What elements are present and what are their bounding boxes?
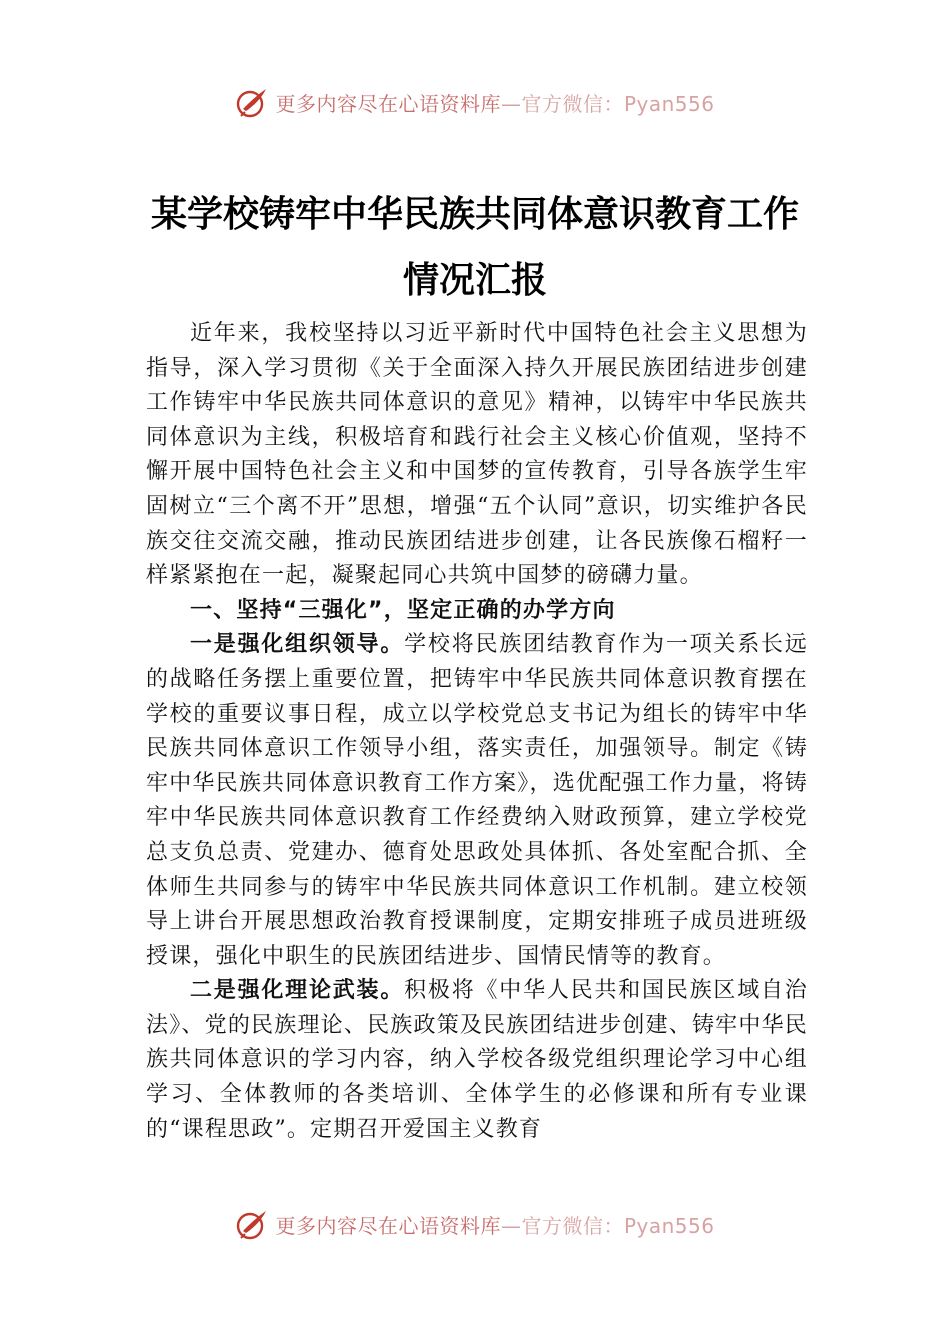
item1-lead: 一是强化组织领导。 — [190, 632, 405, 658]
document-title-line2: 情况汇报 — [402, 259, 547, 301]
document-body — [146, 317, 808, 1147]
watermark-wechat: 官方微信：Pyan556 — [521, 91, 715, 116]
watermark-main-footer: 更多内容尽在心语资料库 — [275, 1213, 501, 1238]
item2-paragraph — [146, 974, 808, 1147]
section-heading-1: 一、坚持“三强化”，坚定正确的办学方向 — [190, 597, 616, 623]
watermark-dash-footer: — — [500, 1213, 522, 1238]
watermark-group-footer — [235, 1207, 714, 1241]
quill-logo-icon-footer — [235, 1207, 269, 1241]
item1-text: 学校将民族团结教育作为一项关系长远的战略任务摆上重要位置，把铸牢中华民族共同体意识教育摆在学校的重要议事日程，成立以学校党总支书记为组长的铸牢中华民族共同体意识工作领导小组，落实责任，加强领导。制定《铸牢中华民族共同体意识教育工作方案》，选优配强工作力量，将铸牢中华民族共同体意识教育工作经费纳入财政预算，建立学校党总支负总责、党建办、德育处思政处具体抓、各处室配合抓、全体师生共同参与的铸牢中华民族共同体意识工作机制。建立校领导上讲台开展思想政治教育授课制度，定期安排班子成员进班级授课，强化中职生的民族团结进步、国情民情等的教育。 — [146, 632, 808, 969]
footer-watermark — [0, 1204, 950, 1244]
item2-text: 积极将《中华人民共和国民族区域自治法》、党的民族理论、民族政策及民族团结进步创建、铸牢中华民族共同体意识的学习内容，纳入学校各级党组织理论学习中心组学习、全体教师的各类培训、全体学生的必修课和所有专业课的“课程思政”。定期召开爱国主义教育 — [146, 978, 808, 1142]
watermark-text — [275, 88, 714, 117]
header-watermark — [0, 82, 950, 122]
watermark-group — [235, 85, 714, 119]
watermark-text-footer — [275, 1210, 714, 1239]
item2-lead: 二是强化理论武装。 — [190, 978, 405, 1004]
watermark-main: 更多内容尽在心语资料库 — [275, 91, 501, 116]
watermark-wechat-footer: 官方微信：Pyan556 — [521, 1213, 715, 1238]
watermark-dash: — — [500, 91, 522, 116]
document-title-line1: 某学校铸牢中华民族共同体意识教育工作 — [150, 193, 799, 235]
item1-paragraph — [146, 628, 808, 974]
quill-logo-icon — [235, 85, 269, 119]
intro-paragraph: 近年来，我校坚持以习近平新时代中国特色社会主义思想为指导，深入学习贯彻《关于全面深入持久开展民族团结进步创建工作铸牢中华民族共同体意识的意见》精神，以铸牢中华民族共同体意识为主线，积极培育和践行社会主义核心价值观，坚持不懈开展中国特色社会主义和中国梦的宣传教育，引导各族学生牢固树立“三个离不开”思想，增强“五个认同”意识，切实维护各民族交往交流交融，推动民族团结进步创建，让各民族像石榴籽一样紧紧抱在一起，凝聚起同心共筑中国梦的磅礴力量。 — [146, 321, 808, 589]
